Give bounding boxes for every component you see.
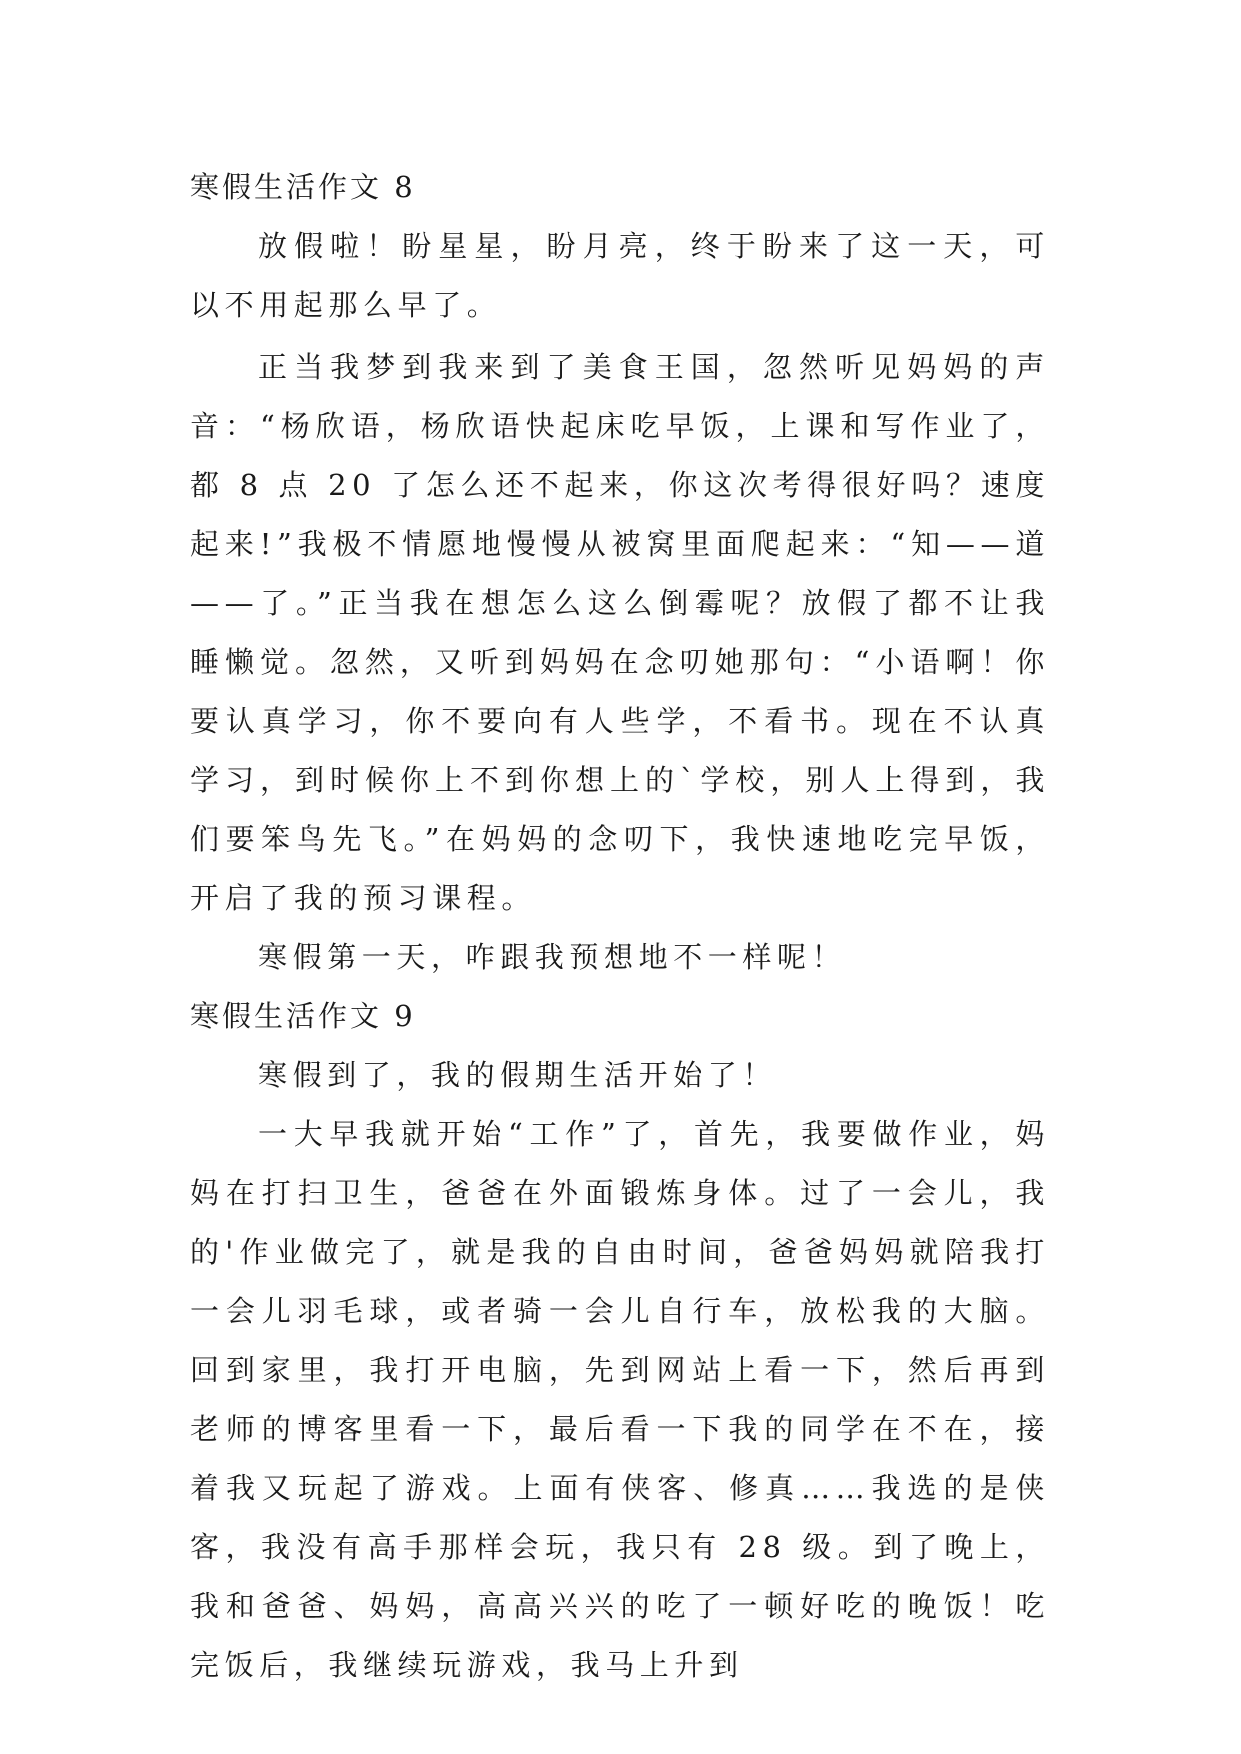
essay-8-paragraph-1: 放假啦！盼星星，盼月亮，终于盼来了这一天，可以不用起那么早了。 — [190, 229, 1050, 322]
essay-8-paragraph-3: 寒假第一天，咋跟我预想地不一样呢！ — [258, 940, 847, 974]
essay-9-paragraph-1: 寒假到了，我的假期生活开始了！ — [258, 1058, 778, 1092]
essay-9-title: 寒假生活作文 9 — [190, 999, 416, 1033]
essay-8-paragraph-2: 正当我梦到我来到了美食王国，忽然听见妈妈的声音：“杨欣语，杨欣语快起床吃早饭，上课和写作业了，都 8 点 20 了怎么还不起来，你这次考得很好吗？速度起来!”我极不情愿地慢慢从被窝里面爬起来：“知——道——了。”正当我在想怎么这么倒霉呢？放假了都不让我睡懒觉。忽然，又听到妈妈在念叨她那句：“小语啊！你要认真学习，你不要向有人些学，不看书。现在不认真学习，到时候你上不到你想上的`学校，别人上得到，我们要笨鸟先飞。”在妈妈的念叨下，我快速地吃完早饭，开启了我的预习课程。 — [190, 350, 1050, 915]
essay-9-paragraph-2: 一大早我就开始“工作”了，首先，我要做作业，妈妈在打扫卫生，爸爸在外面锻炼身体。过了一会儿，我的'作业做完了，就是我的自由时间，爸爸妈妈就陪我打一会儿羽毛球，或者骑一会儿自行车，放松我的大脑。回到家里，我打开电脑，先到网站上看一下，然后再到老师的博客里看一下，最后看一下我的同学在不在，接着我又玩起了游戏。上面有侠客、修真……我选的是侠客，我没有高手那样会玩，我只有 28 级。到了晚上，我和爸爸、妈妈，高高兴兴的吃了一顿好吃的晚饭！吃完饭后，我继续玩游戏，我马上升到 — [190, 1117, 1050, 1682]
essay-8-title: 寒假生活作文 8 — [190, 170, 416, 204]
document-page — [190, 158, 1050, 1695]
